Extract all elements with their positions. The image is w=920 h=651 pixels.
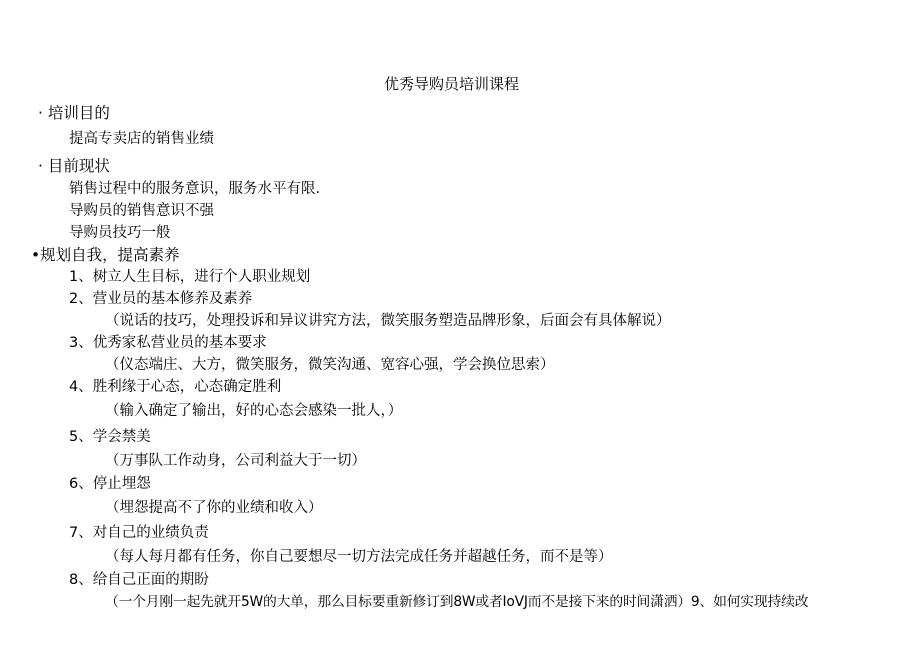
document-title: 优秀导购员培训课程: [384, 75, 520, 93]
section-heading-current-status: · 目前现状: [38, 157, 110, 175]
list-item: 3、优秀家私营业员的基本要求: [69, 335, 267, 351]
list-item: 1、树立人生目标，进行个人职业规划: [69, 269, 311, 285]
list-item-note: （说话的技巧，处理投诉和异议讲究方法，微笑服务塑造品牌形象，后面会有具体解说）: [105, 313, 671, 329]
list-item-note: （一个月刚一起先就开5W的大单，那么目标要重新修订到8W或者IoVJ而不是接下来的时间潇洒）9、如何实现持续改: [105, 594, 809, 610]
list-item: 4、胜利缘于心态，心态确定胜利: [69, 379, 282, 395]
list-item: 7、对自己的业绩负责: [69, 525, 209, 541]
list-item: 5、学会禁美: [69, 429, 151, 445]
list-item-note: （万事队工作动身，公司利益大于一切）: [105, 453, 366, 469]
list-item: 8、给自己正面的期盼: [69, 572, 209, 588]
section-heading-self-planning: •规划自我，提高素养: [31, 246, 180, 264]
list-item-note: （仪态端庄、大方，微笑服务，微笑沟通、宽容心强，学会换位思索）: [105, 357, 555, 373]
list-item-note: （埋怨提高不了你的业绩和收入）: [105, 500, 323, 516]
section-line: 提高专卖店的销售业绩: [69, 131, 214, 147]
list-item: 2、营业员的基本修养及素养: [69, 291, 253, 307]
list-item: 6、停止埋怨: [69, 476, 151, 492]
list-item-note: （输入确定了输出，好的心态会感染一批人，）: [105, 403, 403, 419]
section-line: 导购员的销售意识不强: [69, 203, 214, 219]
section-heading-training-purpose: · 培训目的: [38, 104, 110, 122]
section-line: 导购员技巧一般: [69, 225, 171, 241]
section-line: 销售过程中的服务意识，服务水平有限.: [69, 181, 321, 197]
list-item-note: （每人每月都有任务，你自己要想尽一切方法完成任务并超越任务，而不是等）: [105, 549, 613, 565]
